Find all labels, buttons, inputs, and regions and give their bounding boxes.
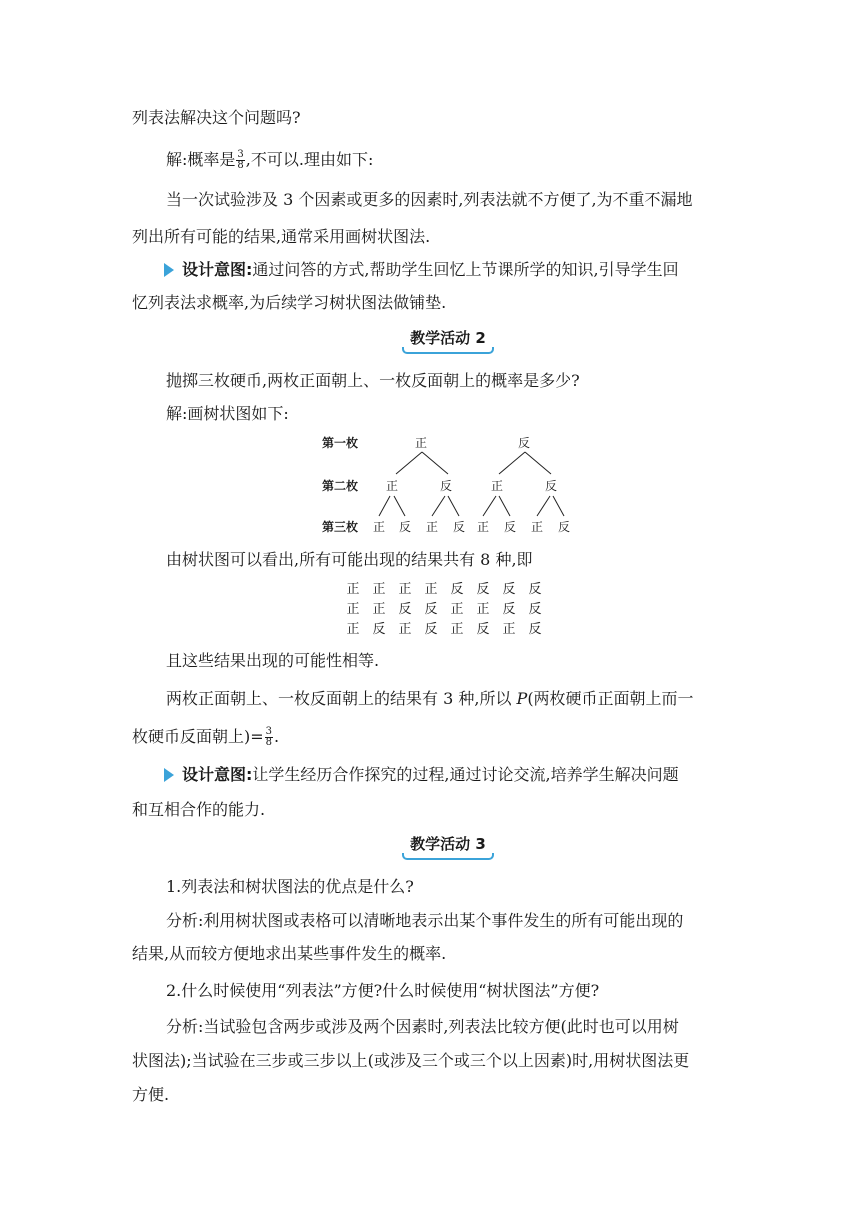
outcome-cell: 正 [398,582,412,597]
answer-analysis-2-line-3: 方便. [132,1085,170,1104]
activity-2-question: 抛掷三枚硬币,两枚正面朝上、一枚反面朝上的概率是多少? [166,371,580,390]
question-1: 1.列表法和树状图法的优点是什么? [166,877,414,896]
tree-l3-node: 正 [531,520,544,534]
outcome-cell: 反 [424,602,438,617]
design-intent-2-line-2: 和互相合作的能力. [132,800,266,819]
outcome-row [340,600,548,620]
outcome-cell: 正 [450,602,464,617]
answer-analysis-2-line-2: 状图法);当试验在三步或三步以上(或涉及三个或三个以上因素)时,用树状图法更 [132,1051,690,1070]
tree-row-label-2: 第二枚 [322,479,359,493]
outcome-cell: 反 [528,622,542,637]
triangle-arrow-icon [164,768,174,782]
design-intent-2 [164,764,764,786]
heading-underline [402,347,494,354]
outcome-cell: 正 [346,602,360,617]
tree-l3-node: 反 [558,520,571,534]
conclusion-line-1 [166,688,766,710]
answer-1 [166,149,766,171]
answer-analysis-1-line-1: 分析:利用树状图或表格可以清晰地表示出某个事件发生的所有可能出现的 [166,911,684,930]
tree-branches [379,452,564,516]
triangle-arrow-icon [164,263,174,277]
tree-l3-node: 正 [426,520,439,534]
outcome-cell: 反 [398,602,412,617]
result-fraction [265,727,273,748]
tree-row-label-1: 第一枚 [322,436,359,450]
activity-2-solution-intro: 解:画树状图如下: [166,404,289,423]
activity-3-heading [402,832,494,860]
tree-l3-node: 正 [477,520,490,534]
activity-2-heading [402,326,494,354]
fraction-numerator: 3 [237,149,244,160]
intro-tail: 列表法解决这个问题吗? [132,108,301,127]
outcomes-intro: 由树状图可以看出,所有可能出现的结果共有 8 种,即 [166,550,533,569]
tree-l2-node: 反 [545,479,558,493]
answer-analysis-2-line-1: 分析:当试验包含两步或涉及两个因素时,列表法比较方便(此时也可以用树 [166,1017,679,1036]
outcome-cell: 正 [372,602,386,617]
outcome-cell: 反 [528,582,542,597]
design-intent-text: 让学生经历合作探究的过程,通过讨论交流,培养学生解决问题 [252,765,679,784]
tree-l1-node: 正 [415,436,428,450]
answer-1-suffix: ,不可以.理由如下: [245,150,374,169]
outcome-row [340,620,548,640]
conclusion-suffix: (两枚硬币正面朝上而一 [527,689,694,708]
design-intent-label: 设计意图: [182,260,253,279]
design-intent-1-line-2: 忆列表法求概率,为后续学习树状图法做铺垫. [132,293,447,312]
outcome-cell: 反 [476,582,490,597]
probability-symbol: P [516,689,528,708]
outcome-cell: 正 [346,622,360,637]
outcomes-grid [340,580,548,640]
tree-diagram [310,430,590,542]
tree-row-label-3: 第三枚 [322,520,359,534]
equal-likely: 且这些结果出现的可能性相等. [166,651,380,670]
outcome-cell: 正 [450,622,464,637]
conclusion-line-2-prefix: 枚硬币反面朝上)= [132,727,264,746]
tree-l3-node: 反 [453,520,466,534]
tree-l3-node: 反 [399,520,412,534]
outcome-cell: 正 [372,582,386,597]
fraction-denominator: 8 [265,737,273,748]
activity-2-title: 教学活动 2 [410,329,486,347]
heading-underline [402,853,494,860]
outcome-cell: 反 [502,582,516,597]
tree-l3-node: 反 [504,520,517,534]
reason-line-2: 列出所有可能的结果,通常采用画树状图法. [132,227,431,246]
tree-l2-node: 正 [491,479,504,493]
outcome-cell: 正 [346,582,360,597]
answer-1-prefix: 解:概率是 [166,150,236,169]
outcome-cell: 反 [424,622,438,637]
activity-3-title: 教学活动 3 [410,835,486,853]
tree-l1-node: 反 [518,436,531,450]
conclusion-line-2 [132,726,732,748]
fraction-numerator: 3 [265,726,273,737]
outcome-cell: 反 [476,622,490,637]
reason-line-1: 当一次试验涉及 3 个因素或更多的因素时,列表法就不方便了,为不重不漏地 [166,190,693,209]
conclusion-line-2-suffix: . [274,727,280,746]
probability-fraction [236,150,244,171]
tree-l3-node: 正 [373,520,386,534]
outcome-cell: 反 [372,622,386,637]
question-2: 2.什么时候使用“列表法”方便?什么时候使用“树状图法”方便? [166,981,600,1000]
outcome-cell: 正 [502,622,516,637]
outcome-cell: 正 [476,602,490,617]
tree-l2-node: 正 [386,479,399,493]
tree-l2-node: 反 [440,479,453,493]
outcome-cell: 反 [502,602,516,617]
outcome-row [340,580,548,600]
outcome-cell: 正 [424,582,438,597]
design-intent-text: 通过问答的方式,帮助学生回忆上节课所学的知识,引导学生回 [252,260,679,279]
fraction-denominator: 8 [237,160,244,171]
outcome-cell: 反 [528,602,542,617]
outcome-cell: 正 [398,622,412,637]
tree-labels [322,435,570,534]
outcome-cell: 反 [450,582,464,597]
conclusion-prefix: 两枚正面朝上、一枚反面朝上的结果有 3 种,所以 [166,689,512,708]
design-intent-label: 设计意图: [182,765,253,784]
answer-analysis-1-line-2: 结果,从而较方便地求出某些事件发生的概率. [132,944,447,963]
design-intent-1 [164,259,764,281]
